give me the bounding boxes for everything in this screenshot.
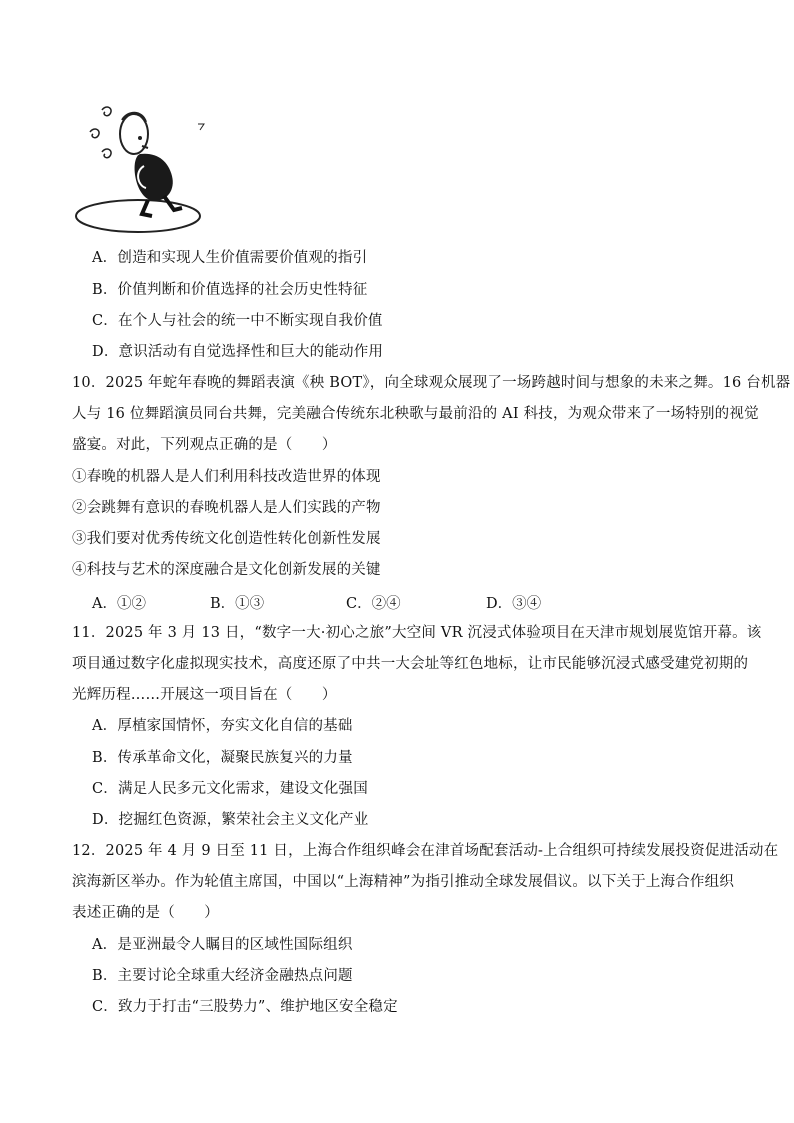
q10-statement-1: ①春晚的机器人是人们利用科技改造世界的体现 xyxy=(72,469,381,485)
q9-option-b: B．价值判断和价值选择的社会历史性特征 xyxy=(92,282,368,298)
q9-option-c: C．在个人与社会的统一中不断实现自我价值 xyxy=(92,313,383,329)
q12-stem-line-2: 滨海新区举办。作为轮值主席国，中国以“上海精神”为指引推动全球发展倡议。以下关于上海合作组织 xyxy=(72,874,735,890)
cartoon-illustration xyxy=(72,96,212,238)
q10-statement-2: ②会跳舞有意识的春晚机器人是人们实践的产物 xyxy=(72,500,381,516)
q12-stem-line-3: 表述正确的是（ ） xyxy=(72,905,219,921)
q11-stem-line-1: 11．2025 年 3 月 13 日，“数字一大·初心之旅”大空间 VR 沉浸式体验项目在天津市规划展览馆开幕。该 xyxy=(72,625,762,641)
q12-option-a: A．是亚洲最令人瞩目的区域性国际组织 xyxy=(92,937,353,953)
q10-choice-c: C．②④ xyxy=(346,596,401,612)
q10-stem-line-2: 人与 16 位舞蹈演员同台共舞，完美融合传统东北秧歌与最前沿的 AI 科技，为观众带来了一场特别的视觉 xyxy=(72,406,759,422)
q10-choice-d: D．③④ xyxy=(486,596,542,612)
q10-choice-a: A．①② xyxy=(92,596,146,612)
q11-option-b: B．传承革命文化，凝聚民族复兴的力量 xyxy=(92,750,353,766)
q9-option-a: A．创造和实现人生价值需要价值观的指引 xyxy=(92,250,368,266)
q12-option-b: B．主要讨论全球重大经济金融热点问题 xyxy=(92,968,353,984)
q11-stem-line-3: 光辉历程……开展这一项目旨在（ ） xyxy=(72,687,337,703)
q10-stem-line-3: 盛宴。对此，下列观点正确的是（ ） xyxy=(72,437,337,453)
q12-option-c: C．致力于打击“三股势力”、维护地区安全稳定 xyxy=(92,999,398,1015)
q10-stem-line-1: 10．2025 年蛇年春晚的舞蹈表演《秧 BOT》，向全球观众展现了一场跨越时间与想象的未来之舞。16 台机器 xyxy=(72,375,791,391)
q9-option-d: D．意识活动有自觉选择性和巨大的能动作用 xyxy=(92,344,384,360)
q11-stem-line-2: 项目通过数字化虚拟现实技术，高度还原了中共一大会址等红色地标，让市民能够沉浸式感受建党初期的 xyxy=(72,656,749,672)
q12-stem-line-1: 12．2025 年 4 月 9 日至 11 日，上海合作组织峰会在津首场配套活动-上合组织可持续发展投资促进活动在 xyxy=(72,843,779,859)
q11-option-d: D．挖掘红色资源，繁荣社会主义文化产业 xyxy=(92,812,369,828)
q11-option-c: C．满足人民多元文化需求，建设文化强国 xyxy=(92,781,368,797)
q10-choice-b: B．①③ xyxy=(210,596,265,612)
q10-statement-4: ④科技与艺术的深度融合是文化创新发展的关键 xyxy=(72,562,381,578)
q10-statement-3: ③我们要对优秀传统文化创造性转化创新性发展 xyxy=(72,531,381,547)
q11-option-a: A．厚植家国情怀，夯实文化自信的基础 xyxy=(92,718,353,734)
q10-choices xyxy=(92,592,612,612)
